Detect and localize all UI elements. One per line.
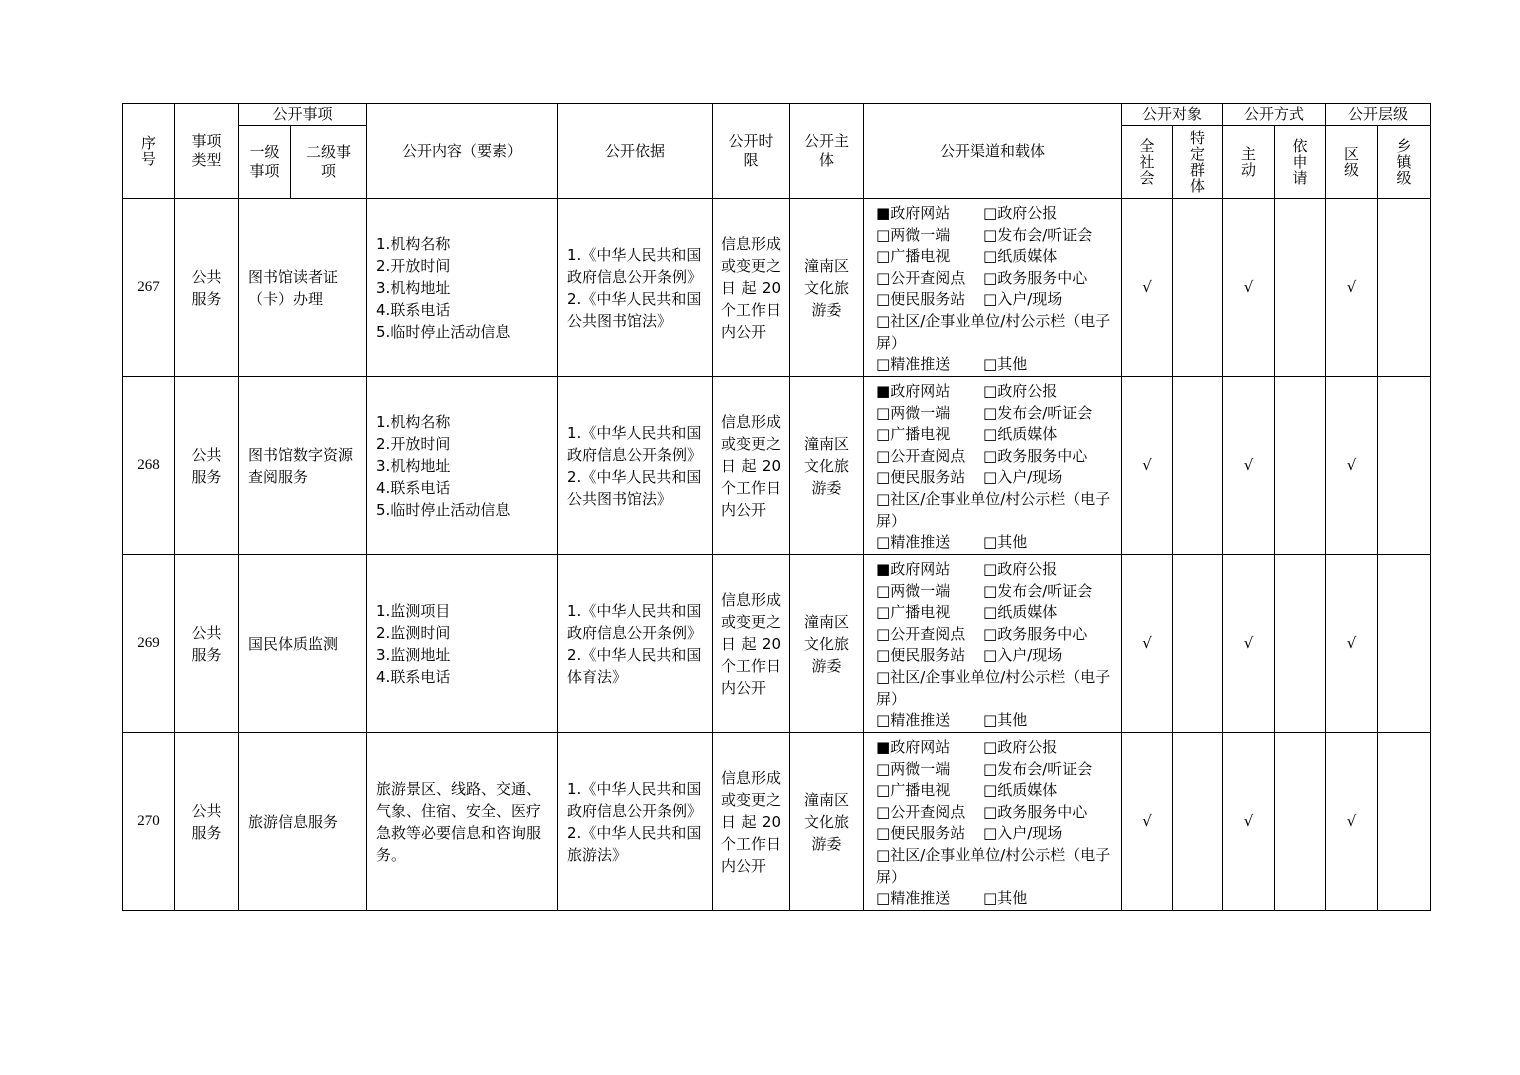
channels-cell <box>864 377 1122 555</box>
method-request-cell <box>1275 555 1326 733</box>
basis-item: 1.《中华人民共和国政府信息公开条例》 <box>567 601 703 642</box>
seq-cell: 267 <box>123 199 175 377</box>
method-active-cell: √ <box>1223 377 1275 555</box>
channel-option: □发布会/听证会 <box>983 403 1093 422</box>
channel-option: □两微一端 <box>876 403 951 422</box>
header-seq <box>123 104 175 199</box>
header-level-town <box>1378 126 1431 199</box>
item-text: 图书馆读者证（卡）办理 <box>248 267 339 308</box>
time-limit-cell <box>713 199 790 377</box>
audience-all-cell: √ <box>1122 555 1173 733</box>
channel-option: □公开查阅点 <box>876 624 966 643</box>
channel-option: □公开查阅点 <box>876 446 966 465</box>
channel-row <box>876 289 1115 311</box>
audience-all-cell: √ <box>1122 377 1173 555</box>
channel-option: □精准推送 <box>876 889 951 908</box>
channel-option: □广播电视 <box>876 425 951 444</box>
basis-list <box>567 244 708 332</box>
channel-option: □便民服务站 <box>876 468 966 487</box>
channel-option: □纸质媒体 <box>983 247 1058 266</box>
header-channels: 公开渠道和载体 <box>864 104 1122 199</box>
item-cell <box>239 733 367 911</box>
seq-cell: 268 <box>123 377 175 555</box>
time-limit-text: 信息形成或变更之日起20个工作日内公开 <box>721 234 782 341</box>
channel-row <box>876 246 1115 268</box>
header-item-l2-text: 二级事项 <box>305 143 351 180</box>
type-cell <box>175 555 239 733</box>
header-type-text: 事项类型 <box>191 132 222 169</box>
type-cell <box>175 199 239 377</box>
header-seq-text: 序号 <box>140 134 156 168</box>
method-request-cell <box>1275 377 1326 555</box>
channel-option: □社区/企事业单位/村公示栏（电子屏） <box>876 489 1111 530</box>
channel-option: □社区/企事业单位/村公示栏（电子屏） <box>876 311 1111 352</box>
method-request-cell <box>1275 199 1326 377</box>
level-town-cell <box>1378 199 1431 377</box>
header-audience-all <box>1122 126 1173 199</box>
item-text: 旅游信息服务 <box>248 812 339 831</box>
basis-list <box>567 600 708 688</box>
content-cell <box>367 733 558 911</box>
content-item: 3.监测地址 <box>376 645 451 664</box>
content-item: 3.机构地址 <box>376 278 451 297</box>
channels-list <box>876 203 1115 376</box>
channel-option: □公开查阅点 <box>876 802 966 821</box>
time-limit-text: 信息形成或变更之日起20个工作日内公开 <box>721 590 782 697</box>
channel-option: □其他 <box>983 711 1028 730</box>
method-active-cell: √ <box>1223 733 1275 911</box>
level-district-cell: √ <box>1326 377 1378 555</box>
method-active-cell: √ <box>1223 199 1275 377</box>
basis-item: 2.《中华人民共和国公共图书馆法》 <box>567 289 702 330</box>
basis-item: 1.《中华人民共和国政府信息公开条例》 <box>567 423 703 464</box>
header-time-limit-text: 公开时限 <box>728 132 774 169</box>
header-method-request <box>1275 126 1326 199</box>
channel-option: □社区/企事业单位/村公示栏（电子屏） <box>876 667 1111 708</box>
header-method-group: 公开方式 <box>1223 104 1326 126</box>
channel-option: □两微一端 <box>876 225 951 244</box>
method-request-cell <box>1275 733 1326 911</box>
header-level-district <box>1326 126 1378 199</box>
channel-option: □公开查阅点 <box>876 268 966 287</box>
content-list <box>376 600 553 688</box>
channel-row <box>876 424 1115 446</box>
channel-option: □便民服务站 <box>876 290 966 309</box>
subject-text: 潼南区文化旅游委 <box>804 434 850 497</box>
header-content: 公开内容（要素） <box>367 104 558 199</box>
channel-option: □政府公报 <box>983 560 1058 578</box>
content-item: 4.联系电话 <box>376 667 451 686</box>
header-audience-specific <box>1173 126 1223 199</box>
subject-cell <box>790 377 864 555</box>
channel-option: □政务服务中心 <box>983 446 1088 465</box>
content-item: 2.监测时间 <box>376 623 451 642</box>
content-list <box>376 411 553 521</box>
content-cell <box>367 199 558 377</box>
channel-row <box>876 559 1115 581</box>
channel-option: □便民服务站 <box>876 646 966 665</box>
header-audience-all-text: 全社会 <box>1139 137 1155 187</box>
level-town-cell <box>1378 733 1431 911</box>
channel-row <box>876 532 1115 554</box>
channel-option: ■政府网站 <box>876 382 951 400</box>
header-level-town-text: 乡镇级 <box>1396 137 1412 187</box>
channel-option: □政府公报 <box>983 204 1058 222</box>
basis-item: 1.《中华人民共和国政府信息公开条例》 <box>567 779 703 820</box>
basis-cell <box>558 555 713 733</box>
channel-row <box>876 354 1115 376</box>
audience-specific-cell <box>1173 555 1223 733</box>
basis-item: 2.《中华人民共和国旅游法》 <box>567 823 702 864</box>
channels-list <box>876 559 1115 732</box>
channel-option: □精准推送 <box>876 533 951 552</box>
content-item: 5.临时停止活动信息 <box>376 500 511 519</box>
channel-option: ■政府网站 <box>876 560 951 578</box>
channel-option: □精准推送 <box>876 711 951 730</box>
header-item-l1-text: 一级事项 <box>249 143 280 180</box>
type-text: 公共服务 <box>191 445 222 486</box>
basis-list <box>567 422 708 510</box>
item-cell <box>239 555 367 733</box>
channel-option: □两微一端 <box>876 759 951 778</box>
type-cell <box>175 733 239 911</box>
level-district-cell: √ <box>1326 199 1378 377</box>
header-item-l1 <box>239 126 291 199</box>
channel-option: □政务服务中心 <box>983 624 1088 643</box>
channels-cell <box>864 555 1122 733</box>
channel-row <box>876 645 1115 667</box>
channel-row <box>876 780 1115 802</box>
channel-row <box>876 823 1115 845</box>
time-limit-cell <box>713 733 790 911</box>
channel-option: □社区/企事业单位/村公示栏（电子屏） <box>876 845 1111 886</box>
channel-row <box>876 802 1115 824</box>
type-text: 公共服务 <box>191 801 222 842</box>
basis-item: 1.《中华人民共和国政府信息公开条例》 <box>567 245 703 286</box>
channel-option: □精准推送 <box>876 355 951 374</box>
subject-text: 潼南区文化旅游委 <box>804 790 850 853</box>
type-text: 公共服务 <box>191 267 222 308</box>
header-time-limit <box>713 104 790 199</box>
content-cell <box>367 555 558 733</box>
channel-option: □入户/现场 <box>983 468 1063 487</box>
content-item: 3.机构地址 <box>376 456 451 475</box>
channel-option: □便民服务站 <box>876 824 966 843</box>
channel-row <box>876 737 1115 759</box>
time-limit-cell <box>713 377 790 555</box>
header-subject <box>790 104 864 199</box>
header-audience-specific-text: 特定群体 <box>1190 129 1206 195</box>
content-item: 4.联系电话 <box>376 300 451 319</box>
channel-option: □发布会/听证会 <box>983 225 1093 244</box>
content-item: 旅游景区、线路、交通、气象、住宿、安全、医疗急救等必要信息和咨询服务。 <box>376 779 542 864</box>
subject-text: 潼南区文化旅游委 <box>804 612 850 675</box>
channel-option: □发布会/听证会 <box>983 759 1093 778</box>
header-item-l2 <box>291 126 367 199</box>
header-item-group: 公开事项 <box>239 104 367 126</box>
channel-row <box>876 381 1115 403</box>
content-list <box>376 778 553 866</box>
audience-specific-cell <box>1173 377 1223 555</box>
channel-row <box>876 710 1115 732</box>
channel-row <box>876 759 1115 781</box>
content-cell <box>367 377 558 555</box>
channel-row <box>876 225 1115 247</box>
channel-option: □广播电视 <box>876 247 951 266</box>
method-active-cell: √ <box>1223 555 1275 733</box>
channel-option: □纸质媒体 <box>983 425 1058 444</box>
type-text: 公共服务 <box>191 623 222 664</box>
channel-option: □政务服务中心 <box>983 268 1088 287</box>
header-level-district-text: 区级 <box>1344 145 1360 179</box>
channel-option: □政府公报 <box>983 738 1058 756</box>
subject-cell <box>790 199 864 377</box>
header-level-group: 公开层级 <box>1326 104 1431 126</box>
table-row <box>123 555 1431 733</box>
item-cell <box>239 199 367 377</box>
channel-option: □广播电视 <box>876 781 951 800</box>
seq-cell: 269 <box>123 555 175 733</box>
channel-option: □纸质媒体 <box>983 781 1058 800</box>
type-cell <box>175 377 239 555</box>
channel-row <box>876 624 1115 646</box>
channel-option: □发布会/听证会 <box>983 581 1093 600</box>
basis-item: 2.《中华人民共和国体育法》 <box>567 645 702 686</box>
disclosure-table <box>122 103 1431 911</box>
seq-cell: 270 <box>123 733 175 911</box>
header-method-active <box>1223 126 1275 199</box>
level-town-cell <box>1378 555 1431 733</box>
content-item: 1.机构名称 <box>376 412 451 431</box>
content-item: 1.机构名称 <box>376 234 451 253</box>
channel-option: □入户/现场 <box>983 290 1063 309</box>
channel-row <box>876 268 1115 290</box>
basis-cell <box>558 733 713 911</box>
table-row <box>123 377 1431 555</box>
channel-row <box>876 403 1115 425</box>
header-basis: 公开依据 <box>558 104 713 199</box>
channel-option: □入户/现场 <box>983 824 1063 843</box>
content-item: 4.联系电话 <box>376 478 451 497</box>
table-row <box>123 733 1431 911</box>
basis-item: 2.《中华人民共和国公共图书馆法》 <box>567 467 702 508</box>
content-list <box>376 233 553 343</box>
time-limit-cell <box>713 555 790 733</box>
subject-text: 潼南区文化旅游委 <box>804 256 850 319</box>
channel-option: □政府公报 <box>983 382 1058 400</box>
content-item: 2.开放时间 <box>376 256 451 275</box>
audience-specific-cell <box>1173 733 1223 911</box>
channel-option: ■政府网站 <box>876 204 951 222</box>
channel-row <box>876 581 1115 603</box>
header-audience-group: 公开对象 <box>1122 104 1223 126</box>
header-method-active-text: 主动 <box>1241 145 1257 179</box>
audience-all-cell: √ <box>1122 199 1173 377</box>
channel-option: ■政府网站 <box>876 738 951 756</box>
table-row <box>123 199 1431 377</box>
channel-row <box>876 888 1115 910</box>
subject-cell <box>790 733 864 911</box>
channel-row <box>876 602 1115 624</box>
level-district-cell: √ <box>1326 733 1378 911</box>
basis-list <box>567 778 708 866</box>
header-subject-text: 公开主体 <box>804 132 850 169</box>
content-item: 5.临时停止活动信息 <box>376 322 511 341</box>
subject-cell <box>790 555 864 733</box>
header-method-request-text: 依申请 <box>1292 137 1308 187</box>
channel-row <box>876 446 1115 468</box>
header-type <box>175 104 239 199</box>
time-limit-text: 信息形成或变更之日起20个工作日内公开 <box>721 768 782 875</box>
channel-option: □纸质媒体 <box>983 603 1058 622</box>
channels-cell <box>864 199 1122 377</box>
level-district-cell: √ <box>1326 555 1378 733</box>
item-text: 国民体质监测 <box>248 634 339 653</box>
time-limit-text: 信息形成或变更之日起20个工作日内公开 <box>721 412 782 519</box>
audience-specific-cell <box>1173 199 1223 377</box>
channel-option: □两微一端 <box>876 581 951 600</box>
level-town-cell <box>1378 377 1431 555</box>
channels-list <box>876 737 1115 910</box>
channel-option: □其他 <box>983 355 1028 374</box>
item-text: 图书馆数字资源查阅服务 <box>248 445 354 486</box>
basis-cell <box>558 377 713 555</box>
channel-option: □其他 <box>983 533 1028 552</box>
content-item: 2.开放时间 <box>376 434 451 453</box>
basis-cell <box>558 199 713 377</box>
channel-option: □其他 <box>983 889 1028 908</box>
content-item: 1.监测项目 <box>376 601 451 620</box>
channel-option: □广播电视 <box>876 603 951 622</box>
channel-row <box>876 203 1115 225</box>
item-cell <box>239 377 367 555</box>
channel-row <box>876 467 1115 489</box>
audience-all-cell: √ <box>1122 733 1173 911</box>
channels-cell <box>864 733 1122 911</box>
channels-list <box>876 381 1115 554</box>
channel-option: □入户/现场 <box>983 646 1063 665</box>
channel-option: □政务服务中心 <box>983 802 1088 821</box>
